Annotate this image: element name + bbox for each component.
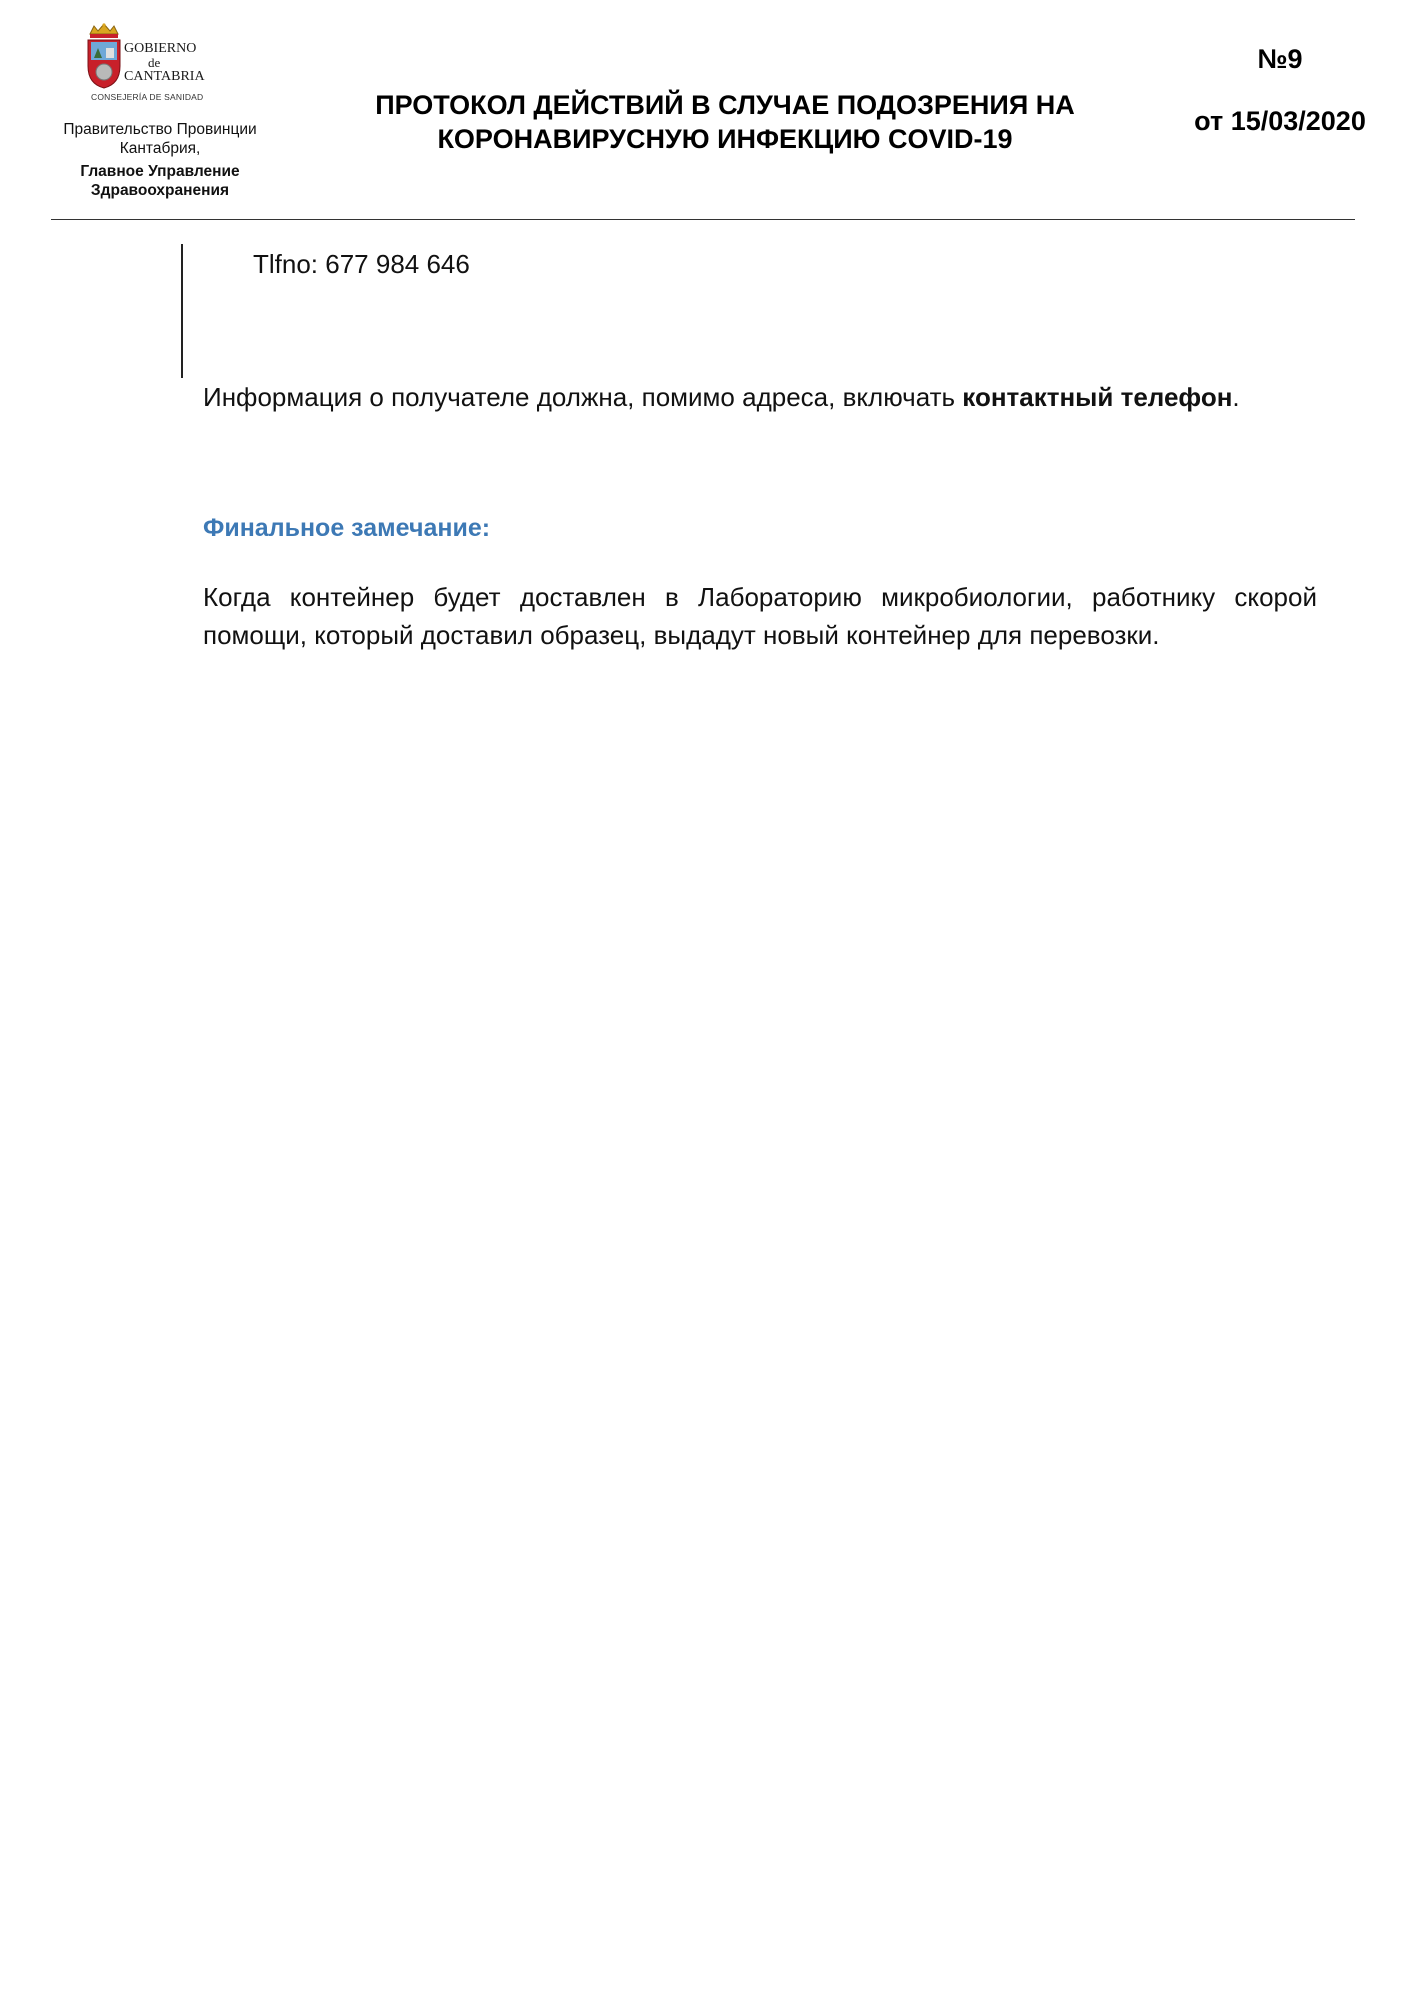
logo-subline: CONSEJERÍA DE SANIDAD: [91, 92, 204, 102]
logo-text-line2: de: [148, 55, 161, 70]
header-divider: [51, 219, 1355, 220]
document-number: №9: [1257, 44, 1303, 74]
gov-line-1: Правительство Провинции: [63, 121, 257, 138]
gov-line-3: Главное Управление: [80, 163, 240, 180]
left-margin-bar: [181, 244, 183, 378]
logo-text-line3: CANTABRIA: [124, 69, 205, 84]
gov-line-4: Здравоохранения: [90, 182, 230, 199]
cantabria-logo: [84, 22, 234, 104]
recipient-info-paragraph: [203, 381, 1323, 413]
info-text: Информация о получателе должна, помимо адреса, включать: [203, 382, 963, 412]
title-line-2: КОРОНАВИРУСНУЮ ИНФЕКЦИЮ COVID-19: [437, 124, 1013, 154]
final-note-line-1: Когда контейнер будет доставлен в Лабораторию микробиологии, работнику скорой: [203, 582, 1317, 612]
final-note-paragraph: [203, 578, 1317, 654]
info-end: .: [1232, 382, 1240, 412]
gov-line-2: Кантабрия,: [119, 140, 201, 157]
info-bold-text: контактный телефон: [962, 382, 1233, 412]
title-line-1: ПРОТОКОЛ ДЕЙСТВИЙ В СЛУЧАЕ ПОДОЗРЕНИЯ НА: [375, 90, 1075, 120]
final-note-line-2: помощи, который доставил образец, выдадут новый контейнер для перевозки.: [203, 620, 1160, 650]
logo-text-line1: GOBIERNO: [124, 41, 197, 56]
government-name: [40, 120, 280, 200]
phone-number: Tlfno: 677 984 646: [253, 249, 470, 279]
document-date: от 15/03/2020: [1194, 106, 1366, 136]
cantabria-coat-of-arms-icon: [84, 22, 124, 92]
section-heading: Финальное замечание:: [203, 514, 491, 542]
page-title: [330, 88, 1120, 156]
